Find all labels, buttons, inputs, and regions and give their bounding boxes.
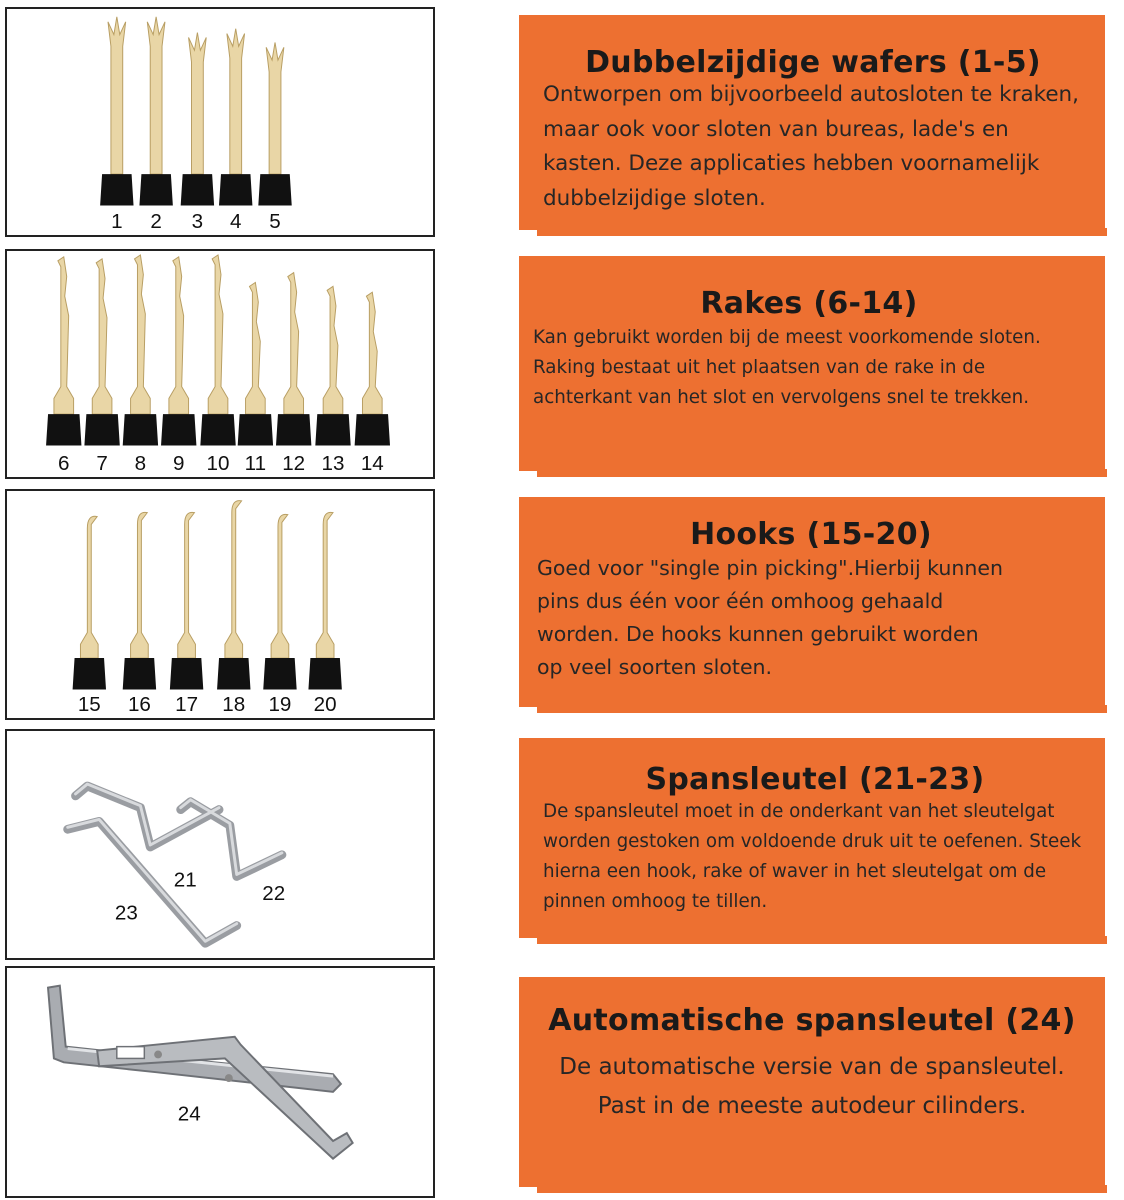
tension-wrench-icon — [68, 786, 282, 943]
hook-pick-icon — [263, 514, 296, 689]
rake-pick-icon — [355, 292, 390, 445]
hooks-card — [519, 497, 1105, 707]
hooks-title: Hooks (15-20) — [690, 517, 932, 552]
tool-number-label: 2 — [150, 210, 162, 234]
hooks-description: Goed voor "single pin picking".Hierbij kunnen pins dus één voor één omhoog gehaald worden. De hooks kunnen gebruikt worden op veel soorten sloten. — [537, 556, 1003, 679]
wafer-pick-icon — [139, 17, 172, 206]
automatic-wrench-image-panel — [5, 966, 435, 1198]
tool-number-label: 9 — [172, 452, 185, 476]
hook-pick-icon — [308, 512, 341, 689]
wafers-image-panel — [5, 7, 435, 237]
rake-picks-illustration — [7, 251, 433, 477]
tool-number-label: 6 — [58, 452, 70, 476]
hook-pick-icon — [217, 501, 250, 690]
tool-number-label: 4 — [229, 210, 242, 234]
tool-number-label: 14 — [360, 452, 384, 476]
hook-picks-illustration — [7, 491, 433, 718]
wafers-title: Dubbelzijdige wafers (1-5) — [585, 45, 1041, 80]
tool-number-label: 12 — [282, 452, 306, 476]
rake-pick-icon — [200, 255, 235, 446]
tool-number-label: 5 — [269, 210, 281, 234]
tool-number-label: 8 — [134, 452, 147, 476]
tool-number-label: 23 — [114, 901, 138, 925]
tool-number-label: 18 — [222, 693, 246, 717]
tool-number-label: 16 — [127, 693, 151, 717]
rake-pick-icon — [84, 259, 119, 446]
tool-number-label: 11 — [244, 452, 267, 476]
wafer-pick-icon — [219, 29, 252, 206]
tension-wrench-image-panel — [5, 729, 435, 960]
automatic-wrench-line-1: De automatische versie van de spansleutel. — [559, 1054, 1065, 1080]
wafers-description: Ontworpen om bijvoorbeeld autosloten te kraken, maar ook voor sloten van bureas, lade's en kasten. Deze applicaties hebben voornamelijk dubbelzijdige sloten. — [543, 82, 1080, 211]
automatic-wrench-title: Automatische spansleutel (24) — [548, 1003, 1076, 1038]
tool-number-label: 1 — [111, 210, 123, 234]
hooks-image-panel — [5, 489, 435, 720]
rake-pick-icon — [276, 273, 311, 446]
tool-number-label: 20 — [313, 693, 337, 717]
rake-pick-icon — [123, 255, 158, 446]
tool-number-label: 19 — [268, 693, 292, 717]
rakes-card — [519, 256, 1105, 471]
tool-number-label: 10 — [206, 452, 230, 476]
tool-number-label: 24 — [177, 1102, 201, 1126]
rake-pick-icon — [46, 257, 81, 446]
wafer-pick-icon — [258, 42, 291, 205]
tool-number-label: 22 — [262, 882, 286, 906]
automatic-wrench-card — [519, 977, 1105, 1187]
automatic-wrench-line-2: Past in de meeste autodeur cilinders. — [597, 1093, 1027, 1119]
tension-wrenches-illustration — [7, 731, 433, 958]
tool-number-label: 3 — [191, 210, 204, 234]
wafer-pick-icon — [100, 17, 133, 206]
automatic-tension-wrench-icon — [48, 986, 353, 1159]
hook-pick-icon — [73, 516, 106, 689]
hook-pick-icon — [123, 512, 156, 689]
rakes-image-panel — [5, 249, 435, 479]
rake-pick-icon — [161, 257, 196, 446]
tool-number-label: 7 — [96, 452, 108, 476]
rake-pick-icon — [238, 282, 273, 445]
tool-number-label: 17 — [175, 693, 199, 717]
wafers-card — [519, 15, 1105, 230]
tension-wrench-card — [519, 738, 1105, 938]
rakes-description: Kan gebruikt worden bij de meest voorkomende sloten. Raking bestaat uit het plaatsen van de rake in de achterkant van het slot en vervolgens snel te trekken. — [533, 327, 1041, 408]
automatic-tension-wrench-illustration — [7, 968, 433, 1196]
tension-wrench-title: Spansleutel (21-23) — [645, 762, 985, 797]
hook-pick-icon — [170, 512, 203, 689]
tool-number-label: 21 — [173, 868, 197, 892]
rakes-title: Rakes (6-14) — [700, 286, 918, 321]
tool-number-label: 15 — [77, 693, 101, 717]
tension-wrench-description: De spansleutel moet in de onderkant van het sleutelgat worden gestoken om voldoende druk uit te oefenen. Steek hierna een hook, rake of waver in het sleutelgat om de pinnen omhoog te tillen. — [543, 801, 1082, 912]
wafer-picks-illustration — [7, 9, 433, 235]
tool-number-label: 13 — [321, 452, 345, 476]
rake-pick-icon — [315, 286, 350, 445]
wafer-pick-icon — [181, 33, 214, 206]
